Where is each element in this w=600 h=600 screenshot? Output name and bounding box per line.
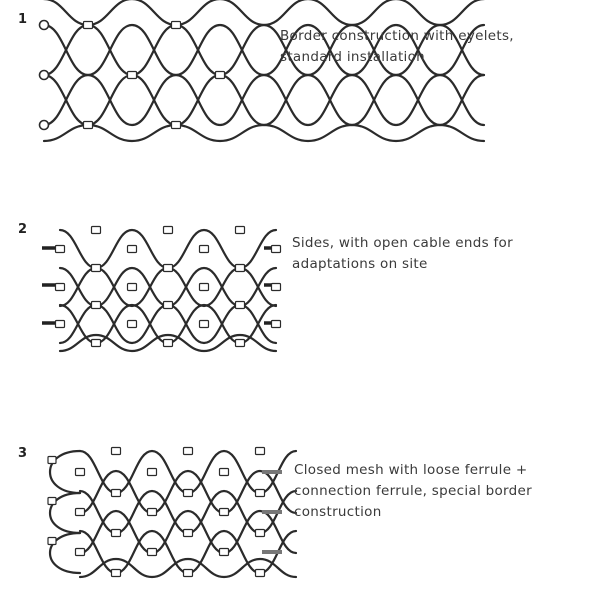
ferrule xyxy=(128,246,137,253)
ferrule xyxy=(84,122,93,129)
ferrule xyxy=(112,490,121,497)
ferrule xyxy=(128,284,137,291)
caption-line: adaptations on site xyxy=(292,256,428,272)
diagram-caption xyxy=(294,460,532,523)
ferrule xyxy=(56,246,65,253)
ferrule xyxy=(128,72,137,79)
ferrule xyxy=(112,448,121,455)
ferrule xyxy=(92,265,101,272)
ferrule xyxy=(200,321,209,328)
diagram-1 xyxy=(0,0,600,200)
eyelet xyxy=(40,121,49,130)
diagram-number: 1 xyxy=(18,12,28,27)
ferrule xyxy=(236,302,245,309)
mesh-wire xyxy=(60,268,276,306)
ferrule xyxy=(48,457,56,464)
caption-line: Closed mesh with loose ferrule + xyxy=(294,462,528,478)
mesh-wire xyxy=(60,305,276,343)
caption-line: standard installation xyxy=(280,49,426,65)
ferrule xyxy=(172,122,181,129)
ferrule xyxy=(112,530,121,537)
ferrule xyxy=(56,284,65,291)
ferrule xyxy=(92,340,101,347)
ferrule xyxy=(200,246,209,253)
ferrule xyxy=(256,570,265,577)
eyelet xyxy=(40,21,49,30)
ferrule xyxy=(76,549,85,556)
ferrule xyxy=(84,22,93,29)
caption-line: connection ferrule, special border xyxy=(294,483,532,499)
mesh-wire xyxy=(44,125,484,141)
mesh-wire xyxy=(44,75,484,125)
diagram-number: 2 xyxy=(18,222,28,237)
ferrule xyxy=(236,265,245,272)
ferrule xyxy=(272,284,281,291)
ferrule xyxy=(48,498,56,505)
ferrule xyxy=(220,469,229,476)
ferrule xyxy=(272,246,281,253)
ferrule xyxy=(164,340,173,347)
caption-line: construction xyxy=(294,504,382,520)
ferrule xyxy=(256,448,265,455)
mesh-wire xyxy=(44,0,484,25)
ferrule xyxy=(148,469,157,476)
diagram-2 xyxy=(0,200,600,400)
ferrule xyxy=(184,530,193,537)
ferrule xyxy=(148,549,157,556)
ferrule xyxy=(184,448,193,455)
ferrule xyxy=(164,302,173,309)
mesh-wire xyxy=(60,230,276,268)
ferrule xyxy=(112,570,121,577)
caption-line: Sides, with open cable ends for xyxy=(292,235,513,251)
ferrule xyxy=(220,549,229,556)
diagram-caption xyxy=(280,26,514,68)
ferrule xyxy=(48,538,56,545)
mesh-illustration-open-cable-ends xyxy=(0,200,600,400)
ferrule xyxy=(92,302,101,309)
ferrule xyxy=(256,530,265,537)
ferrule xyxy=(76,469,85,476)
mesh-wire xyxy=(60,305,276,343)
ferrule xyxy=(256,490,265,497)
mesh-wire xyxy=(60,268,276,306)
diagram-caption xyxy=(292,233,513,275)
ferrule xyxy=(164,227,173,234)
ferrule xyxy=(184,570,193,577)
ferrule xyxy=(56,321,65,328)
ferrule xyxy=(92,227,101,234)
diagram-number: 3 xyxy=(18,446,28,461)
ferrule xyxy=(236,340,245,347)
ferrule xyxy=(236,227,245,234)
eyelet xyxy=(40,71,49,80)
diagram-3 xyxy=(0,400,600,600)
ferrule xyxy=(172,22,181,29)
ferrule xyxy=(272,321,281,328)
ferrule xyxy=(76,509,85,516)
ferrule xyxy=(164,265,173,272)
ferrule xyxy=(184,490,193,497)
ferrule xyxy=(200,284,209,291)
ferrule xyxy=(216,72,225,79)
ferrule xyxy=(128,321,137,328)
caption-line: Border construction with eyelets, xyxy=(280,28,514,44)
ferrule xyxy=(220,509,229,516)
ferrule xyxy=(148,509,157,516)
